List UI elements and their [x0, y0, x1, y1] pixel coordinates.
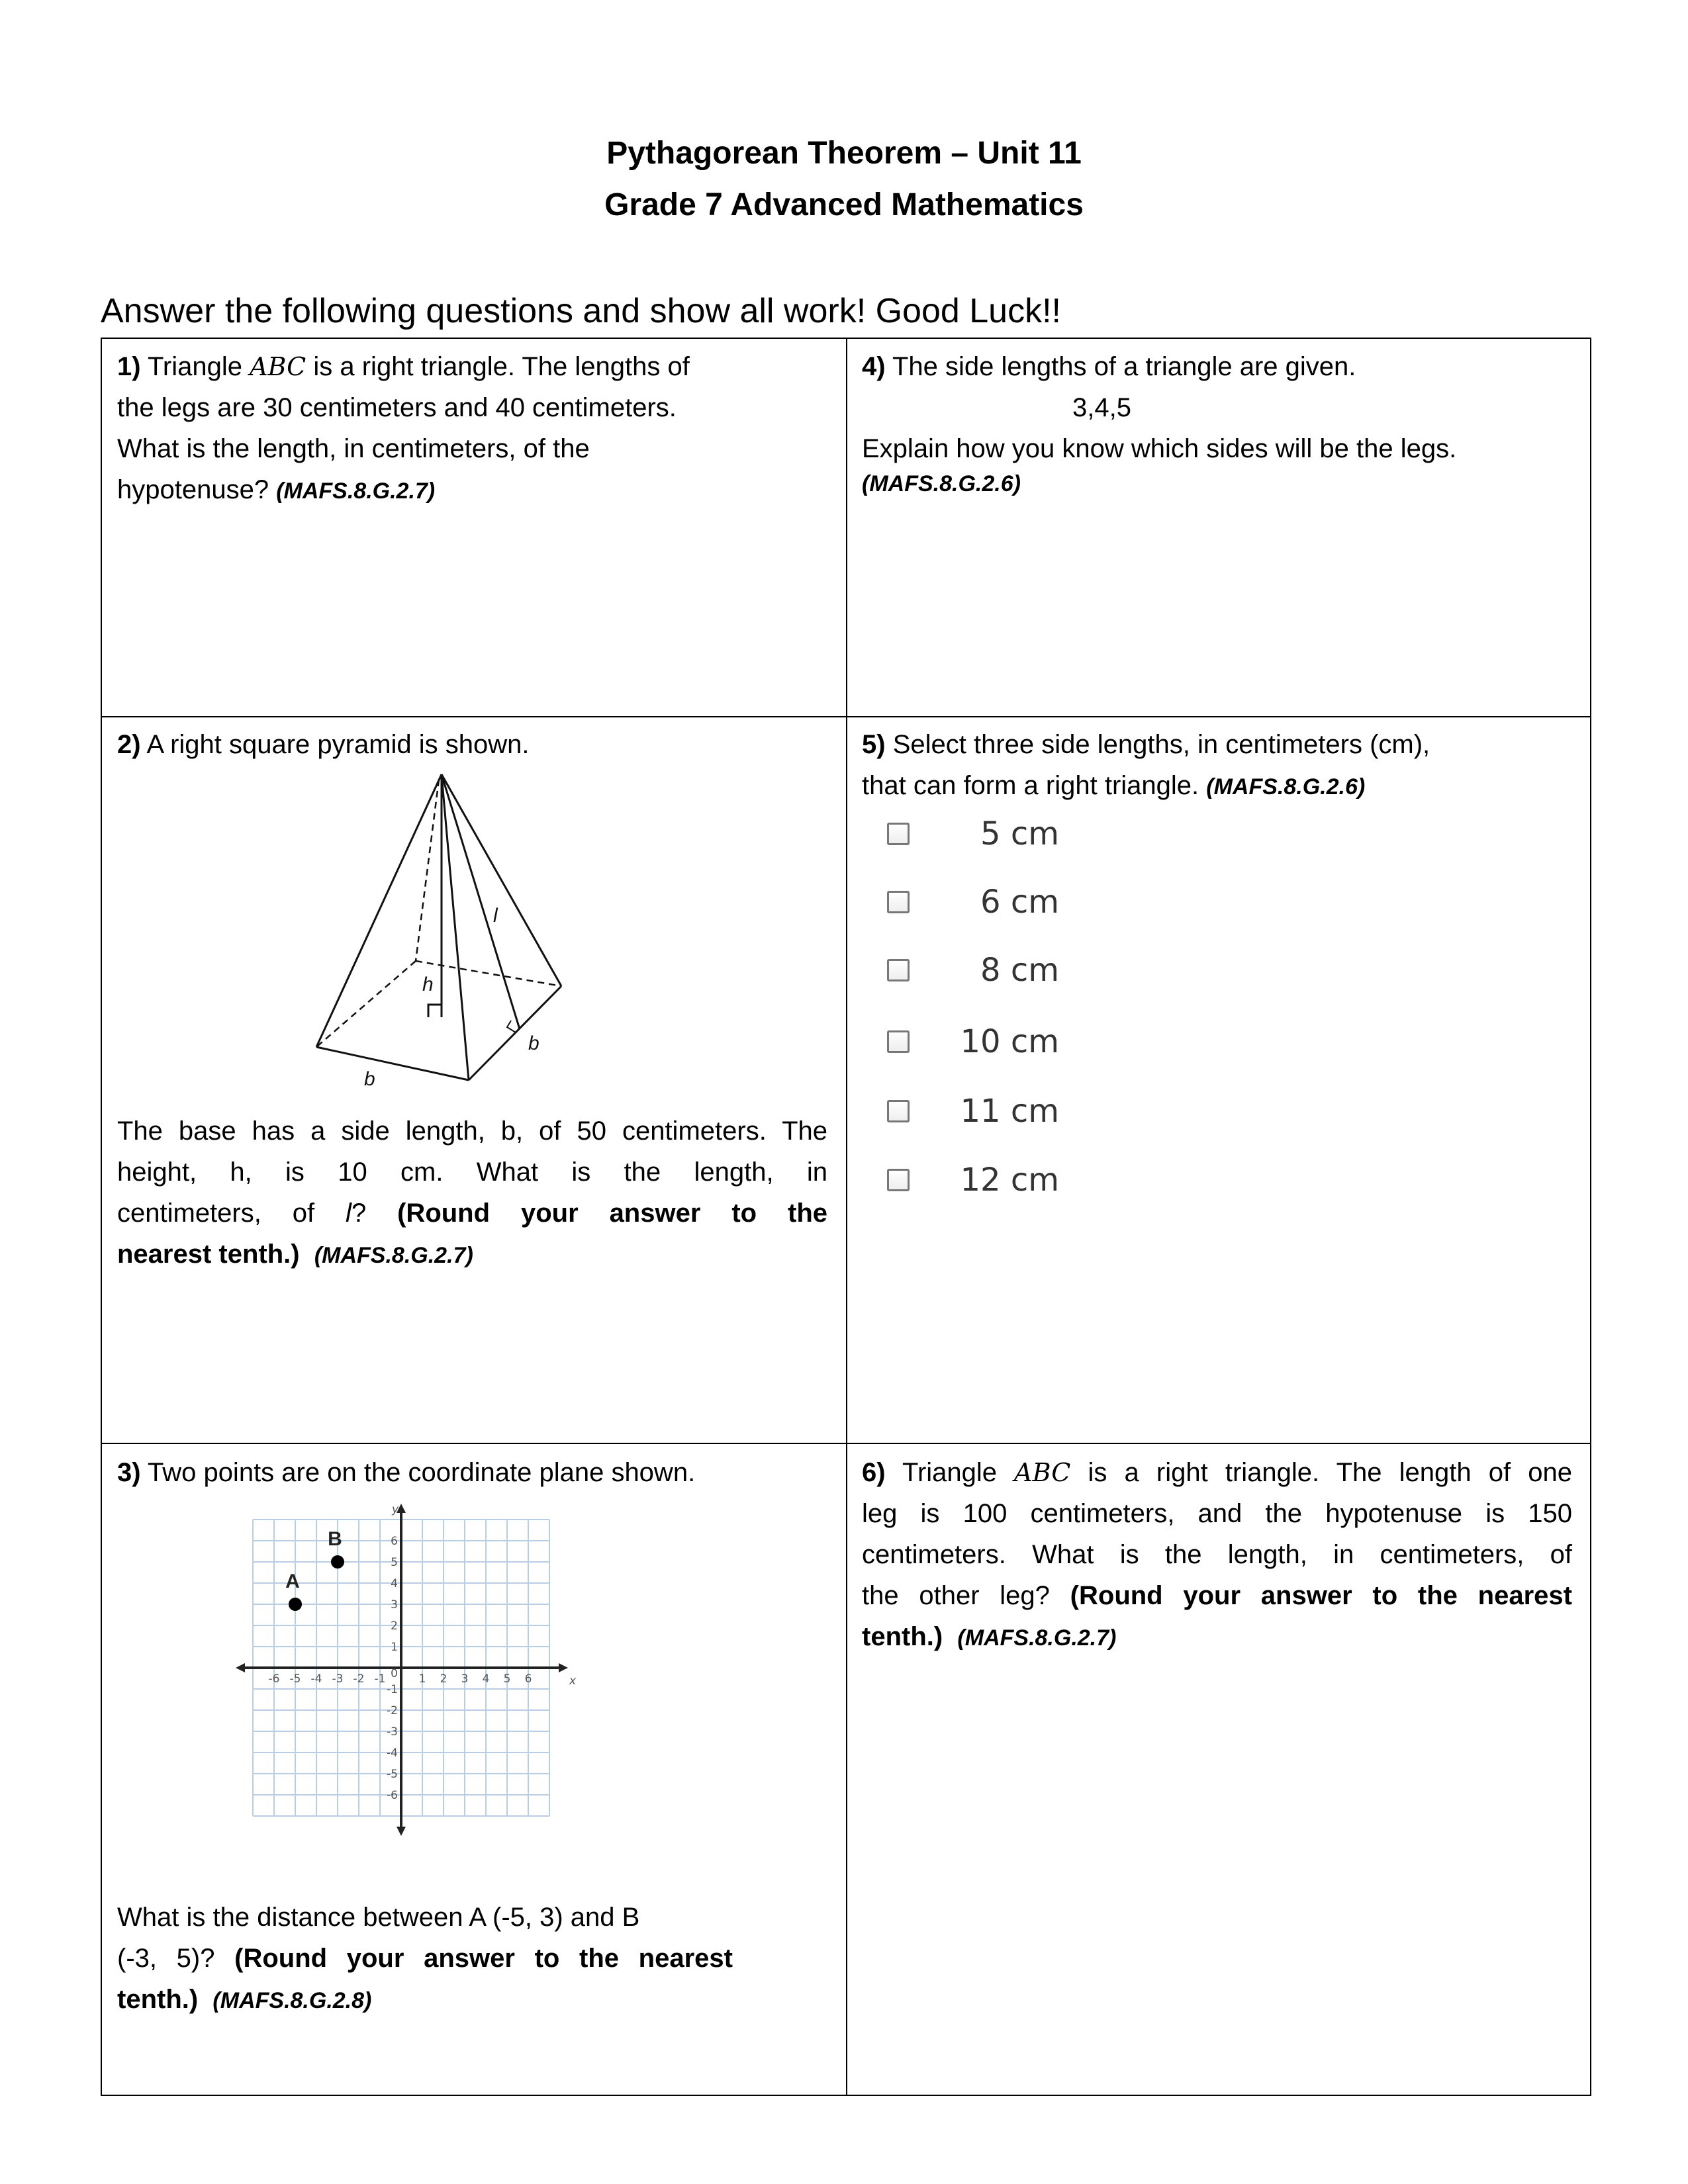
x-axis-label: x	[569, 1674, 577, 1688]
option-label: 12 cm	[960, 1161, 1059, 1199]
y-tick-label: -4	[387, 1747, 398, 1760]
text: that can form a right triangle.	[862, 771, 1207, 800]
instruction: tenth.)	[117, 1985, 199, 2014]
text: What is the length, in centimeters, of the	[117, 434, 590, 463]
x-tick-label: -3	[332, 1672, 344, 1686]
instruction: tenth.)	[862, 1622, 943, 1651]
x-tick-label: -2	[353, 1672, 365, 1686]
y-tick-label: 4	[391, 1577, 398, 1590]
standard-code: (MAFS.8.G.2.7)	[957, 1625, 1117, 1651]
arrow-right-icon	[559, 1663, 568, 1672]
question-number: 6)	[862, 1458, 886, 1487]
x-tick-label: -6	[268, 1672, 280, 1686]
y-tick-label: -3	[387, 1725, 398, 1739]
instruction: (Round your answer to the nearest	[1070, 1581, 1572, 1610]
option-label: 10 cm	[960, 1023, 1059, 1060]
y-tick-label: 6	[391, 1535, 398, 1548]
variable: ABC	[1014, 1458, 1071, 1487]
text: The base has a side length, b, of 50 centimeters. The	[117, 1116, 827, 1146]
height-label: h	[422, 974, 434, 995]
text: ?	[351, 1199, 398, 1228]
option-label: 11 cm	[960, 1093, 1059, 1130]
question-number: 4)	[862, 352, 886, 381]
instructions: Answer the following questions and show all work! Good Luck!!	[101, 292, 1061, 330]
standard-code: (MAFS.8.G.2.7)	[314, 1243, 473, 1268]
point-B	[331, 1555, 344, 1569]
text: is a right triangle. The length of one	[1070, 1458, 1572, 1487]
variable: ABC	[250, 352, 306, 381]
text: the legs are 30 centimeters and 40 centimeters.	[117, 393, 677, 422]
text: Explain how you know which sides will be the legs.	[862, 434, 1457, 463]
y-tick-label: 1	[391, 1641, 398, 1654]
text: What is the distance between A (-5, 3) and B	[117, 1903, 640, 1932]
question-number: 2)	[117, 730, 141, 759]
y-tick-label: 3	[391, 1598, 398, 1612]
instruction: (Round your answer to the nearest	[234, 1944, 733, 1973]
text: leg is 100 centimeters, and the hypotenuse is 150	[862, 1499, 1572, 1528]
text: Two points are on the coordinate plane shown.	[140, 1458, 696, 1487]
slant-label: l	[493, 905, 498, 927]
text: height, h, is 10 cm. What is the length, in	[117, 1158, 827, 1187]
x-tick-label: -1	[374, 1672, 386, 1686]
standard-code: (MAFS.8.G.2.8)	[212, 1988, 372, 2013]
text: The side lengths of a triangle are given.	[885, 352, 1356, 381]
text: Select three side lengths, in centimeters (cm),	[885, 730, 1430, 759]
x-tick-label: 5	[503, 1672, 511, 1686]
y-axis-label: y	[392, 1503, 399, 1516]
option-label: 5 cm	[980, 815, 1059, 852]
x-tick-label: 3	[461, 1672, 469, 1686]
standard-code: (MAFS.8.G.2.7)	[276, 478, 436, 504]
x-tick-label: 4	[482, 1672, 490, 1686]
point-label: A	[285, 1570, 300, 1592]
question-number: 3)	[117, 1458, 141, 1487]
arrow-down-icon	[397, 1827, 406, 1836]
text: A right square pyramid is shown.	[140, 730, 530, 759]
variable: l	[346, 1199, 352, 1228]
standard-code: (MAFS.8.G.2.6)	[862, 471, 1021, 496]
y-tick-label: -2	[387, 1704, 398, 1717]
origin-label: 0	[391, 1667, 398, 1680]
y-tick-label: 5	[391, 1556, 398, 1569]
text: centimeters. What is the length, in centimeters, of	[862, 1540, 1572, 1569]
x-tick-label: 6	[524, 1672, 532, 1686]
base-label: b	[528, 1032, 539, 1054]
arrow-left-icon	[236, 1663, 245, 1672]
text: the other leg?	[862, 1581, 1070, 1610]
title-line-1: Pythagorean Theorem – Unit 11	[606, 136, 1082, 171]
x-tick-label: -4	[310, 1672, 322, 1686]
x-tick-label: 2	[440, 1672, 447, 1686]
instruction: (Round your answer to the	[397, 1199, 828, 1228]
question-number: 5)	[862, 730, 886, 759]
y-tick-label: 2	[391, 1619, 398, 1633]
instruction: nearest tenth.)	[117, 1240, 300, 1269]
x-tick-label: -5	[289, 1672, 301, 1686]
y-tick-label: -5	[387, 1768, 398, 1781]
y-tick-label: -1	[387, 1683, 398, 1696]
question-3-body	[117, 1897, 733, 2021]
option-label: 6 cm	[980, 884, 1059, 921]
text: hypotenuse?	[117, 475, 277, 504]
question-number: 1)	[117, 352, 141, 381]
x-tick-label: 1	[418, 1672, 426, 1686]
option-label: 8 cm	[980, 952, 1059, 989]
point-A	[289, 1598, 302, 1611]
text: centimeters, of	[117, 1199, 346, 1228]
standard-code: (MAFS.8.G.2.6)	[1206, 774, 1366, 799]
side-lengths: 3,4,5	[1072, 393, 1131, 422]
point-label: B	[328, 1528, 342, 1550]
text: Triangle	[885, 1458, 1015, 1487]
title-line-2: Grade 7 Advanced Mathematics	[604, 187, 1084, 222]
question-6	[862, 1452, 1572, 1659]
base-label: b	[364, 1068, 375, 1090]
text: is a right triangle. The lengths of	[306, 352, 690, 381]
text: (-3, 5)?	[117, 1944, 235, 1973]
y-tick-label: -6	[387, 1789, 398, 1802]
text: Triangle	[140, 352, 250, 381]
